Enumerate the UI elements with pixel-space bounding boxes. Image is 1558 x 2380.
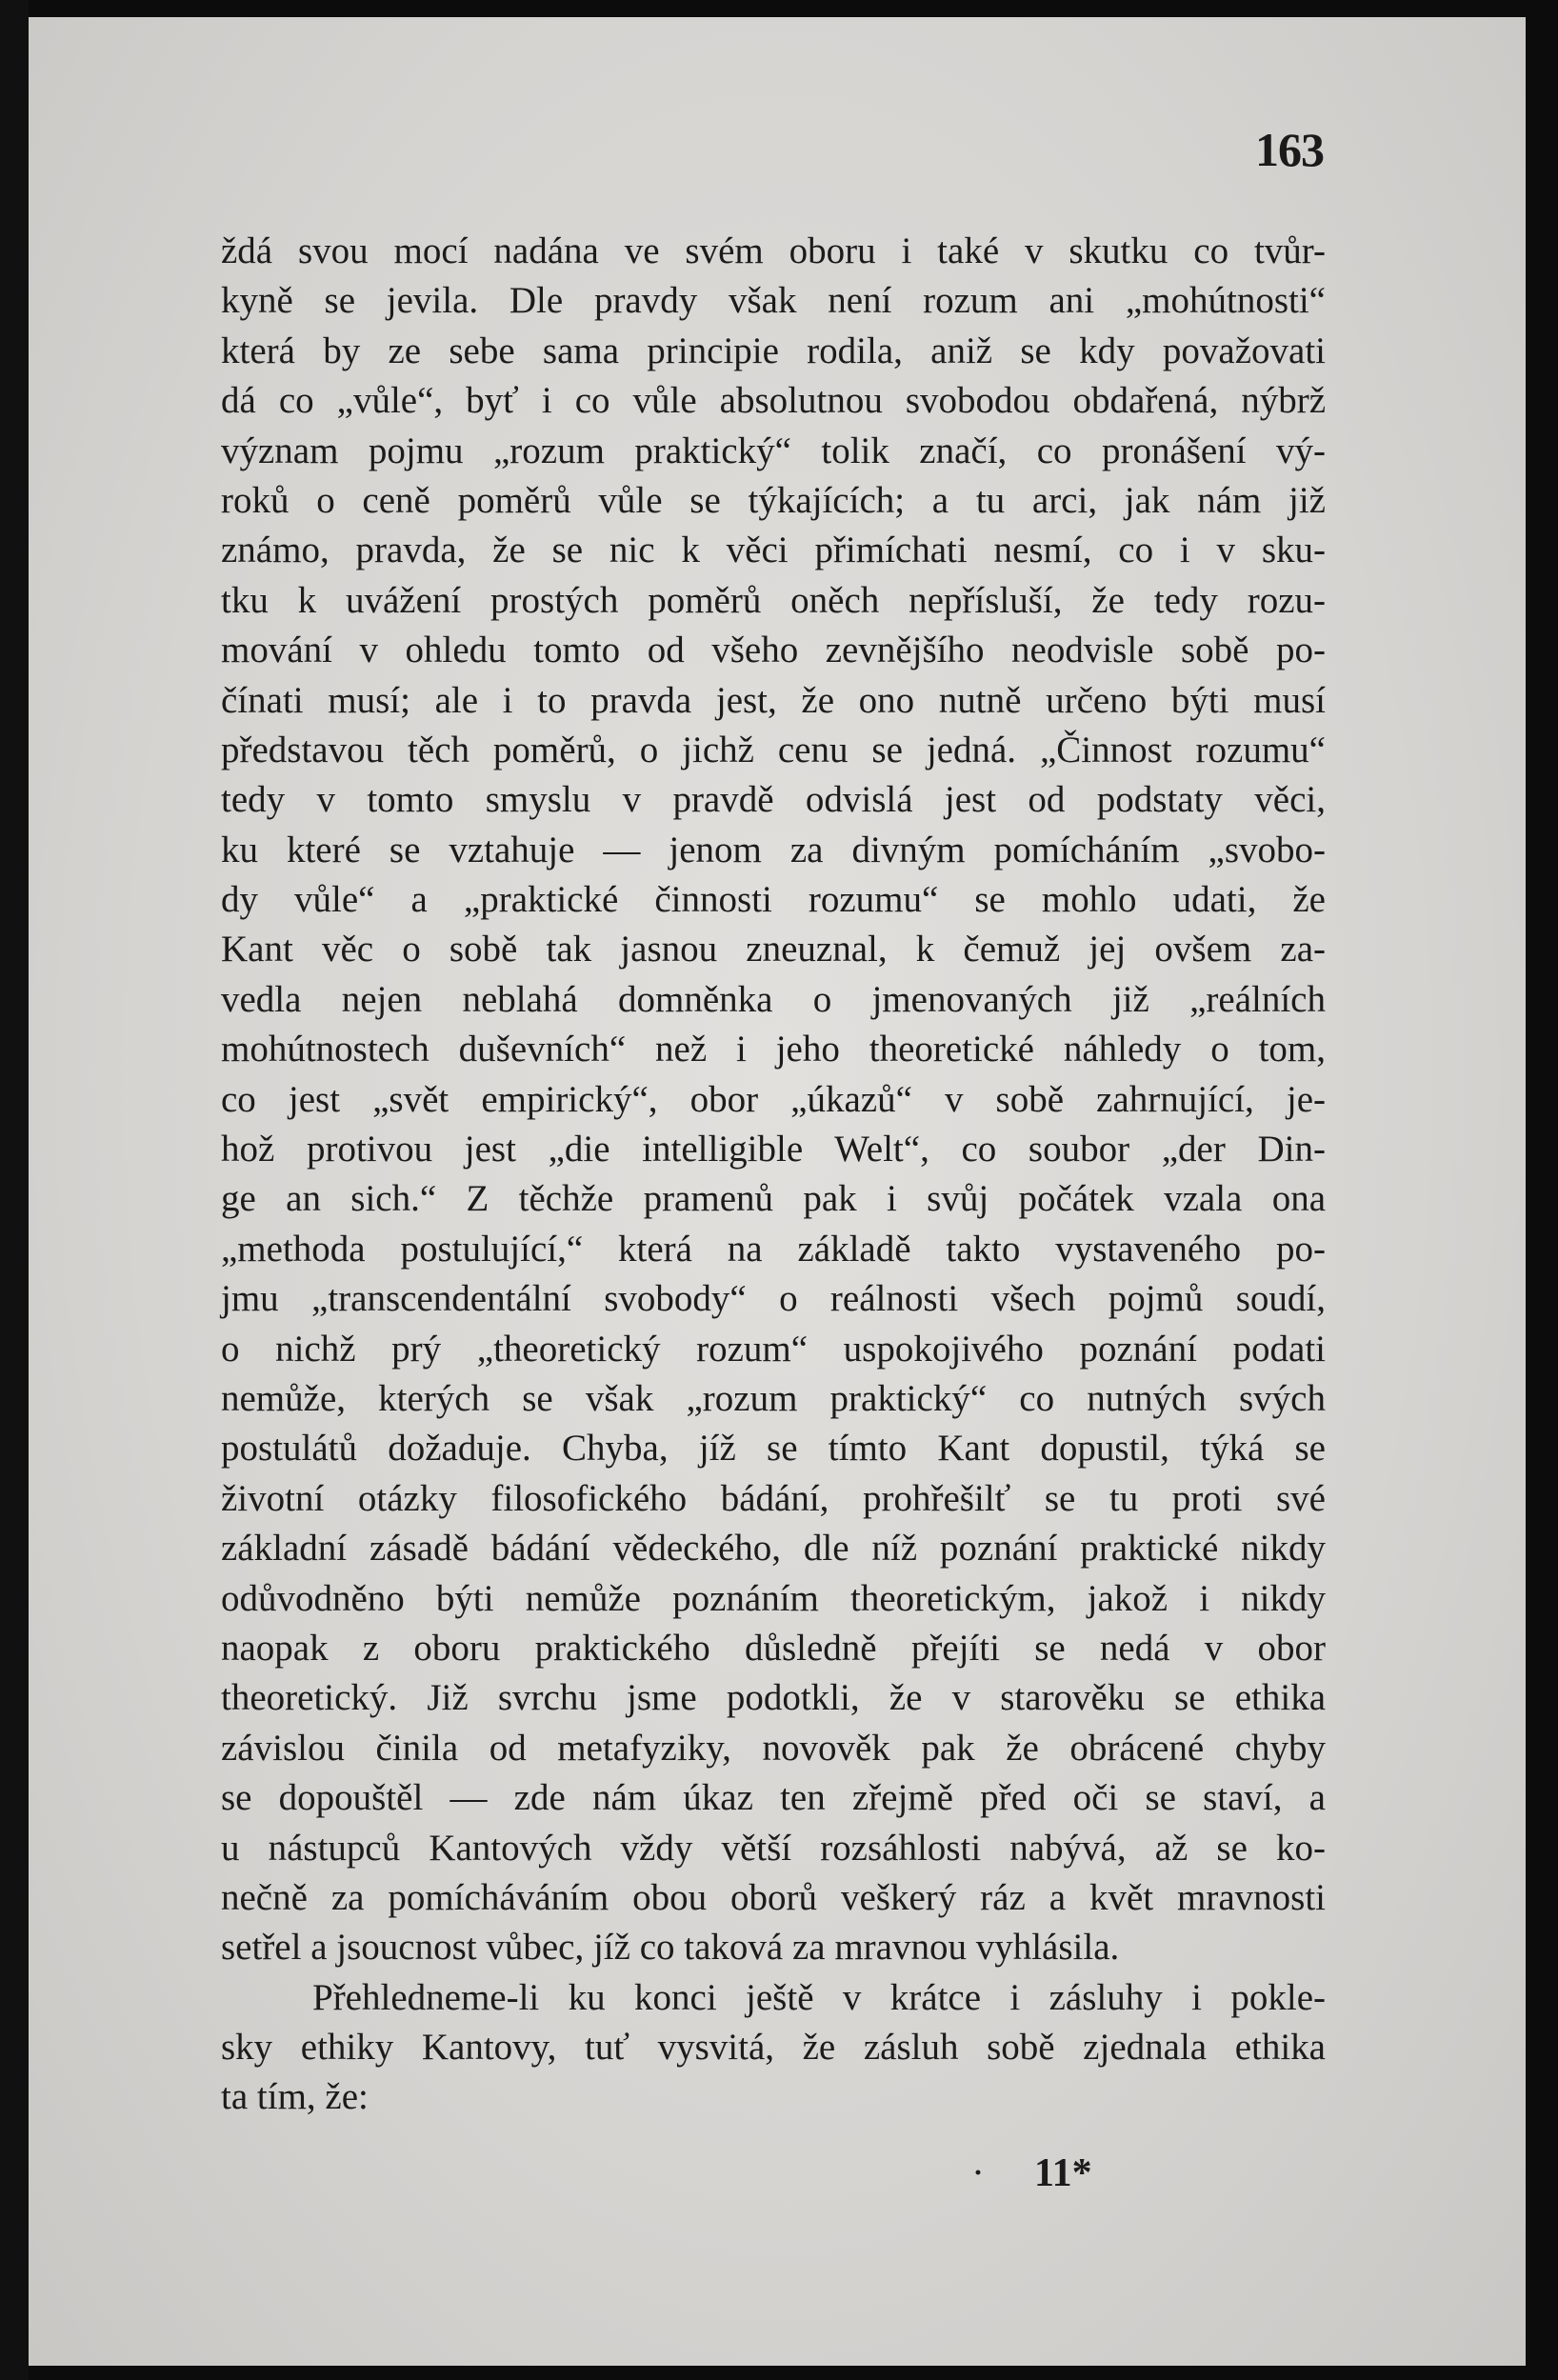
text-line: životní otázky filosofického bádání, prohřešilť se tu proti své [221,1477,1326,1519]
text-line: o nichž prý „theoretický rozum“ uspokojivého poznání podati [221,1328,1326,1370]
text-line: mohútnostech duševních“ než i jeho theoretické náhledy o tom, [221,1029,1326,1070]
text-line: vedla nejen neblahá domněnka o jmenovaných již „reálních [221,978,1326,1020]
text-line: ge an sich.“ Z těchže pramenů pak i svůj počátek vzala ona [221,1178,1326,1220]
printer-signature-mark [971,2150,1219,2196]
text-line: nemůže, kterých se však „rozum praktický“ co nutných svých [221,1377,1326,1419]
signature-number: 11* [1034,2151,1092,2195]
text-line: u nástupců Kantových vždy větší rozsáhlosti nabývá, až se ko- [221,1827,1326,1869]
text-line: dy vůle“ a „praktické činnosti rozumu“ se mohlo udati, že [221,879,1326,921]
text-line: nečně za pomícháváním obou oborů veškerý ráz a květ mravnosti [221,1876,1326,1918]
text-line: „methoda postulující,“ která na základě takto vystaveného po- [221,1228,1326,1270]
text-line: naopak z oboru praktického důsledně přejíti se nedá v obor [221,1627,1326,1669]
text-line: mování v ohledu tomto od všeho zevnějšího neodvisle sobě po- [221,630,1326,671]
text-line: základní zásadě bádání vědeckého, dle níž poznání praktické nikdy [221,1528,1326,1570]
text-line: dá co „vůle“, byť i co vůle absolutnou svobodou obdařená, nýbrž [221,380,1326,422]
signature-dot: · [971,2151,985,2195]
text-line: setřel a jsoucnost vůbec, jíž co taková za mravnou vyhlásila. [221,1927,1120,1969]
text-line: Přehledneme-li ku konci ještě v krátce i zásluhy i pokle- [312,1976,1326,2018]
text-line: představou těch poměrů, o jichž cenu se jedná. „Činnost rozumu“ [221,729,1326,770]
text-line: tku k uvážení prostých poměrů oněch nepřísluší, že tedy rozu- [221,579,1326,621]
text-line: ta tím, že: [221,2076,369,2118]
text-line: sky ethiky Kantovy, tuť vysvitá, že zásluh sobě zjednala ethika [221,2027,1326,2069]
scan-border [0,0,29,2380]
text-line: roků o ceně poměrů vůle se týkajících; a tu arci, jak nám již [221,479,1326,521]
text-line: význam pojmu „rozum praktický“ tolik značí, co pronášení vý- [221,430,1326,471]
text-line: ku které se vztahuje — jenom za divným pomícháním „svobo- [221,829,1326,870]
body-text [221,227,1326,2123]
text-line: která by ze sebe sama principie rodila, aniž se kdy považovati [221,330,1326,371]
text-line: odůvodněno býti nemůže poznáním theoretickým, jakož i nikdy [221,1577,1326,1619]
text-line: kyně se jevila. Dle pravdy však není rozum ani „mohútnosti“ [221,280,1326,322]
text-line: co jest „svět empirický“, obor „úkazů“ v sobě zahrnující, je- [221,1078,1326,1120]
page-number: 163 [1255,123,1324,176]
text-line: tedy v tomto smyslu v pravdě odvislá jest od podstaty věci, [221,779,1326,821]
text-line: jmu „transcendentální svobody“ o reálnosti všech pojmů soudí, [221,1278,1326,1320]
text-line: hož protivou jest „die intelligible Welt“, co soubor „der Din- [221,1129,1326,1170]
text-line: závislou činila od metafyziky, novověk pak že obrácené chyby [221,1727,1326,1769]
text-line: Kant věc o sobě tak jasnou zneuznal, k čemuž jej ovšem za- [221,929,1326,970]
text-line: známo, pravda, že se nic k věci přimíchati nesmí, co i v sku- [221,530,1326,571]
text-line: postulátů dožaduje. Chyba, jíž se tímto Kant dopustil, týká se [221,1428,1326,1470]
text-line: ždá svou mocí nadána ve svém oboru i také v skutku co tvůr- [221,230,1326,271]
text-line: theoretický. Již svrchu jsme podotkli, že v starověku se ethika [221,1677,1326,1719]
text-line: se dopouštěl — zde nám úkaz ten zřejmě před oči se staví, a [221,1777,1326,1819]
text-line: čínati musí; ale i to pravda jest, že ono nutně určeno býti musí [221,679,1326,721]
